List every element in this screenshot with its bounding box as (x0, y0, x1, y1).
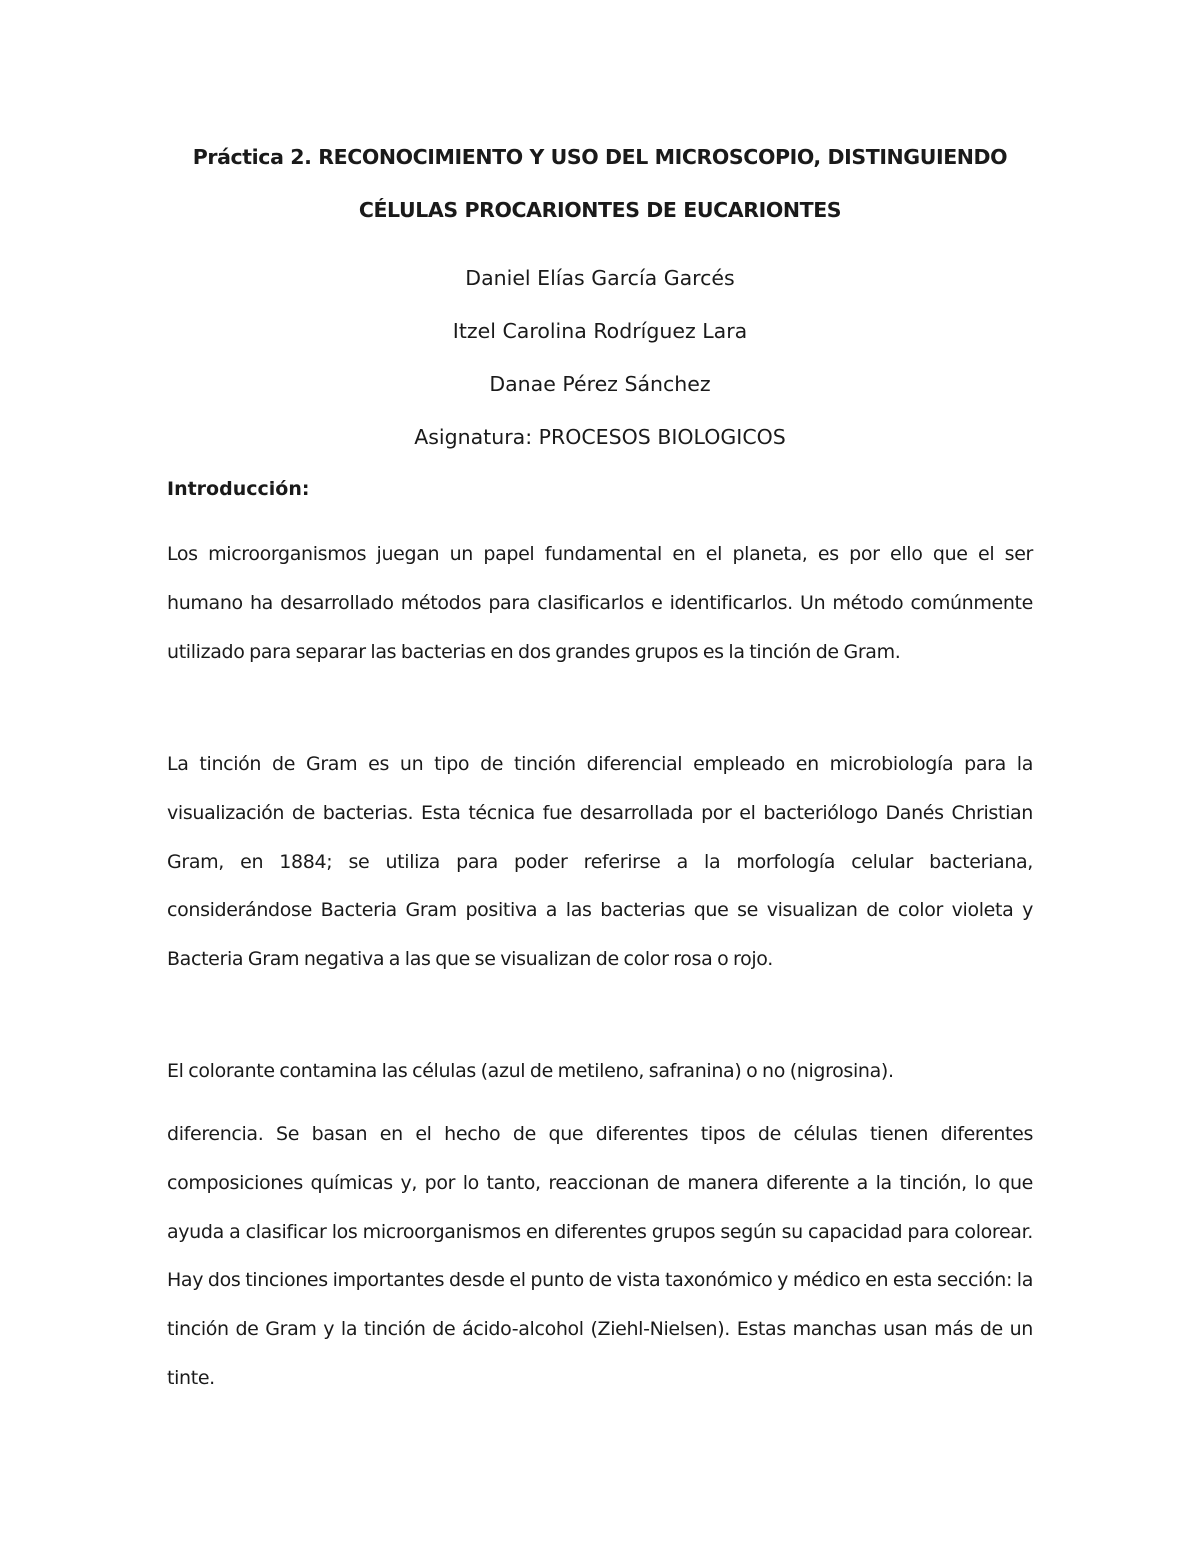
author-3: Danae Pérez Sánchez (489, 372, 711, 396)
author-2: Itzel Carolina Rodríguez Lara (452, 319, 748, 343)
paragraph-4: diferencia. Se basan en el hecho de que diferentes tipos de células tienen diferentes composiciones químicas y, por lo tanto, reaccionan de manera diferente a la tinción, lo que ayuda a clasificar los microorganismos en diferentes grupos según su capacidad para colorear. Hay dos tinciones importantes desde el punto de vista taxonómico y médico en esta sección: la tinción de Gram y la tinción de ácido-alcohol (Ziehl-Nielsen). Estas manchas usan más de un tinte. (167, 1123, 1033, 1389)
paragraph-3: El colorante contamina las células (azul de metileno, safranina) o no (nigrosina). (167, 1060, 894, 1082)
intro-heading: Introducción: (167, 478, 310, 500)
paragraph-2: La tinción de Gram es un tipo de tinción diferencial empleado en microbiología para la visualización de bacterias. Esta técnica fue desarrollada por el bacteriólogo Danés Christian Gram, en 1884; se utiliza para poder referirse a la morfología celular bacteriana, considerándose Bacteria Gram positiva a las bacterias que se visualizan de color violeta y Bacteria Gram negativa a las que se visualizan de color rosa o rojo. (167, 753, 1033, 971)
author-1: Daniel Elías García Garcés (465, 266, 735, 290)
document-title-line-1: Práctica 2. RECONOCIMIENTO Y USO DEL MICROSCOPIO, DISTINGUIENDO (192, 145, 1008, 169)
document-title-line-2: CÉLULAS PROCARIONTES DE EUCARIONTES (358, 198, 842, 222)
subject-line: Asignatura: PROCESOS BIOLOGICOS (414, 425, 786, 449)
paragraph-1: Los microorganismos juegan un papel fundamental en el planeta, es por ello que el ser humano ha desarrollado métodos para clasificarlos e identificarlos. Un método comúnmente utilizado para separar las bacterias en dos grandes grupos es la tinción de Gram. (167, 543, 1033, 663)
